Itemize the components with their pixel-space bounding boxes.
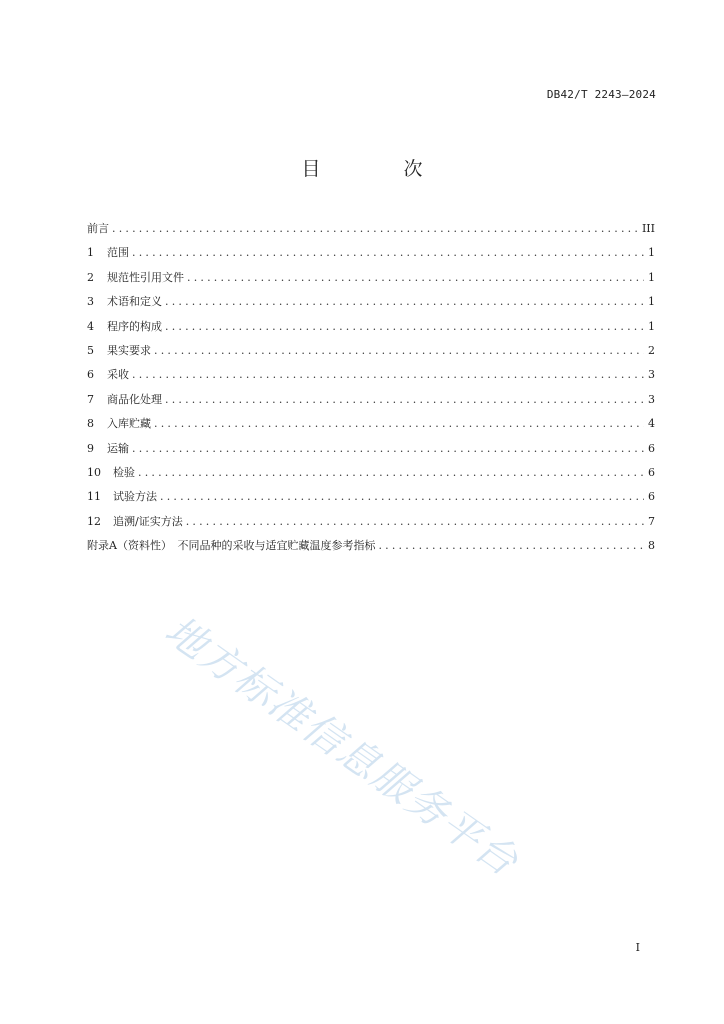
table-of-contents [87,220,655,561]
toc-entry-fruit-requirements[interactable] [87,342,655,366]
toc-leader-dots [138,466,644,479]
toc-leader-dots [165,320,644,333]
toc-entry-label: 运输 [107,441,129,455]
toc-leader-dots [112,222,639,235]
toc-entry-label: 试验方法 [113,490,157,504]
toc-entry-number: 5 [87,343,94,357]
toc-entry-number: 7 [87,392,94,406]
toc-entry-storage[interactable] [87,415,655,439]
toc-entry-page: 2 [648,343,655,357]
toc-entry-inspection[interactable] [87,464,655,488]
toc-entry-page: 3 [648,368,655,382]
toc-entry-procedure-structure[interactable] [87,318,655,342]
toc-entry-label: 范围 [107,246,129,260]
toc-entry-page: III [641,222,655,235]
toc-entry-foreword[interactable] [87,220,655,244]
toc-entry-label: 程序的构成 [107,319,162,333]
toc-entry-test-methods[interactable] [87,488,655,512]
toc-entry-label: 入库贮藏 [107,417,151,431]
toc-entry-page: 6 [648,441,655,455]
toc-entry-page: 1 [648,270,655,284]
toc-leader-dots [186,515,644,528]
toc-entry-normative-references[interactable] [87,269,655,293]
toc-entry-label: 果实要求 [107,343,151,357]
toc-entry-number: 2 [87,270,94,284]
toc-leader-dots [132,246,644,259]
toc-entry-page: 8 [648,539,655,553]
toc-entry-page: 6 [648,490,655,504]
toc-title: 目 次 [301,158,455,180]
page-number: I [635,941,640,954]
toc-entry-label: 追溯/证实方法 [113,514,183,528]
toc-entry-appendix-a[interactable] [87,537,655,561]
toc-entry-page: 6 [648,465,655,479]
toc-leader-dots [154,417,644,430]
toc-entry-label: 规范性引用文件 [107,270,184,284]
toc-entry-label: 前言 [87,222,109,235]
toc-entry-page: 4 [648,417,655,431]
toc-entry-terms-definitions[interactable] [87,293,655,317]
toc-entry-page: 1 [648,246,655,260]
toc-entry-label: 附录A（资料性） 不同品种的采收与适宜贮藏温度参考指标 [87,539,376,553]
toc-entry-number: 4 [87,319,94,333]
toc-entry-number: 12 [87,514,101,528]
toc-leader-dots [165,393,644,406]
toc-entry-number: 8 [87,417,94,431]
toc-entry-transportation[interactable] [87,440,655,464]
toc-entry-page: 1 [648,295,655,309]
toc-entry-page: 1 [648,319,655,333]
toc-entry-page: 3 [648,392,655,406]
document-code: DB42/T 2243—2024 [546,88,656,101]
toc-entry-traceability[interactable] [87,513,655,537]
toc-entry-number: 10 [87,465,101,479]
toc-leader-dots [187,271,644,284]
toc-entry-number: 11 [87,490,101,504]
toc-entry-page: 7 [648,514,655,528]
toc-leader-dots [160,490,644,503]
toc-entry-label: 术语和定义 [107,295,162,309]
watermark-text: 地方标准信息服务平台 [156,607,527,886]
toc-leader-dots [154,344,644,357]
toc-entry-label: 采收 [107,368,129,382]
toc-leader-dots [378,539,644,552]
toc-entry-number: 9 [87,441,94,455]
toc-entry-number: 1 [87,246,94,260]
toc-leader-dots [165,295,644,308]
toc-entry-harvesting[interactable] [87,366,655,390]
toc-leader-dots [132,368,644,381]
toc-entry-number: 3 [87,295,94,309]
toc-entry-commercial-processing[interactable] [87,391,655,415]
toc-entry-scope[interactable] [87,244,655,268]
toc-entry-label: 检验 [113,465,135,479]
toc-leader-dots [132,442,644,455]
toc-entry-label: 商品化处理 [107,392,162,406]
toc-entry-number: 6 [87,368,94,382]
